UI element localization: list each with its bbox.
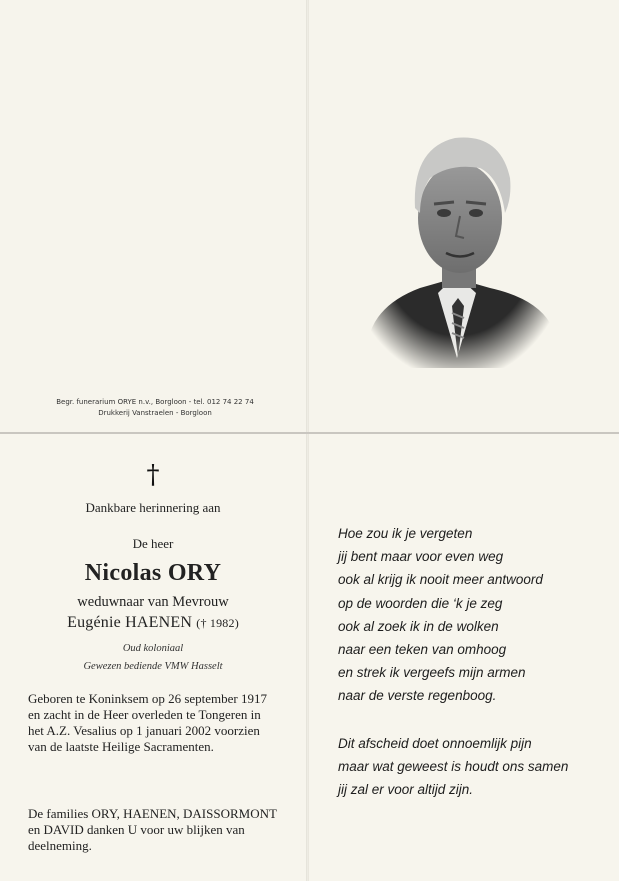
thanks-line: deelneming.	[28, 838, 92, 853]
biography-line: het A.Z. Vesalius op 1 januari 2002 voorzien	[28, 723, 260, 738]
deceased-name: Nicolas ORY	[84, 560, 222, 586]
widower-line: weduwnaar van Mevrouw	[77, 594, 229, 610]
spouse-death-year: († 1982)	[196, 616, 239, 630]
poem-line: en strek ik vergeefs mijn armen	[338, 665, 526, 681]
funeral-home-credit: Begr. funerarium ORYE n.v., Borgloon - tel. 012 74 22 74	[56, 398, 254, 406]
biography-line: en zacht in de Heer overleden te Tongeren in	[28, 707, 261, 722]
fold-line	[306, 0, 309, 432]
occupation-line: Oud koloniaal	[122, 643, 184, 654]
poem-line: ook al krijg ik nooit meer antwoord	[338, 572, 543, 588]
poem-line: Dit afscheid doet onnoemlijk pijn	[338, 736, 532, 751]
spouse-name: Eugénie HAENEN	[67, 614, 193, 631]
poem-line: jij zal er voor altijd zijn.	[338, 782, 474, 798]
spouse-line	[0, 614, 306, 632]
biography-line: Geboren te Koninksem op 26 september 1917	[28, 691, 268, 706]
thanks-line: en DAVID danken U voor uw blijken van	[28, 822, 245, 837]
cross-symbol: †	[146, 460, 160, 490]
poem-line: maar wat geweest is houdt ons samen	[338, 759, 569, 775]
occupation-line: Gewezen bediende VMW Hasselt	[83, 661, 223, 672]
family-thanks	[28, 806, 288, 854]
poem-line: naar de verste regenboog.	[338, 688, 497, 704]
biography	[28, 691, 288, 755]
salutation: De heer	[132, 536, 174, 551]
portrait-photo	[360, 118, 555, 368]
poem-line: op de woorden die ‘k je zeg	[338, 595, 503, 611]
printer-credit: Drukkerij Vanstraelen - Borgloon	[98, 409, 212, 417]
poem-stanza-2	[338, 732, 608, 802]
poem-line: jij bent maar voor even weg	[338, 549, 504, 565]
biography-line: van de laatste Heilige Sacramenten.	[28, 739, 214, 754]
poem-line: Hoe zou ik je vergeten	[338, 526, 473, 541]
poem-line: ook al zoek ik in de wolken	[338, 618, 499, 634]
fold-line	[306, 434, 309, 881]
thanks-line: De families ORY, HAENEN, DAISSORMONT	[28, 806, 277, 821]
poem-line: naar een teken van omhoog	[338, 641, 507, 657]
poem-stanza-1	[338, 522, 608, 708]
intro-text: Dankbare herinnering aan	[85, 500, 221, 515]
